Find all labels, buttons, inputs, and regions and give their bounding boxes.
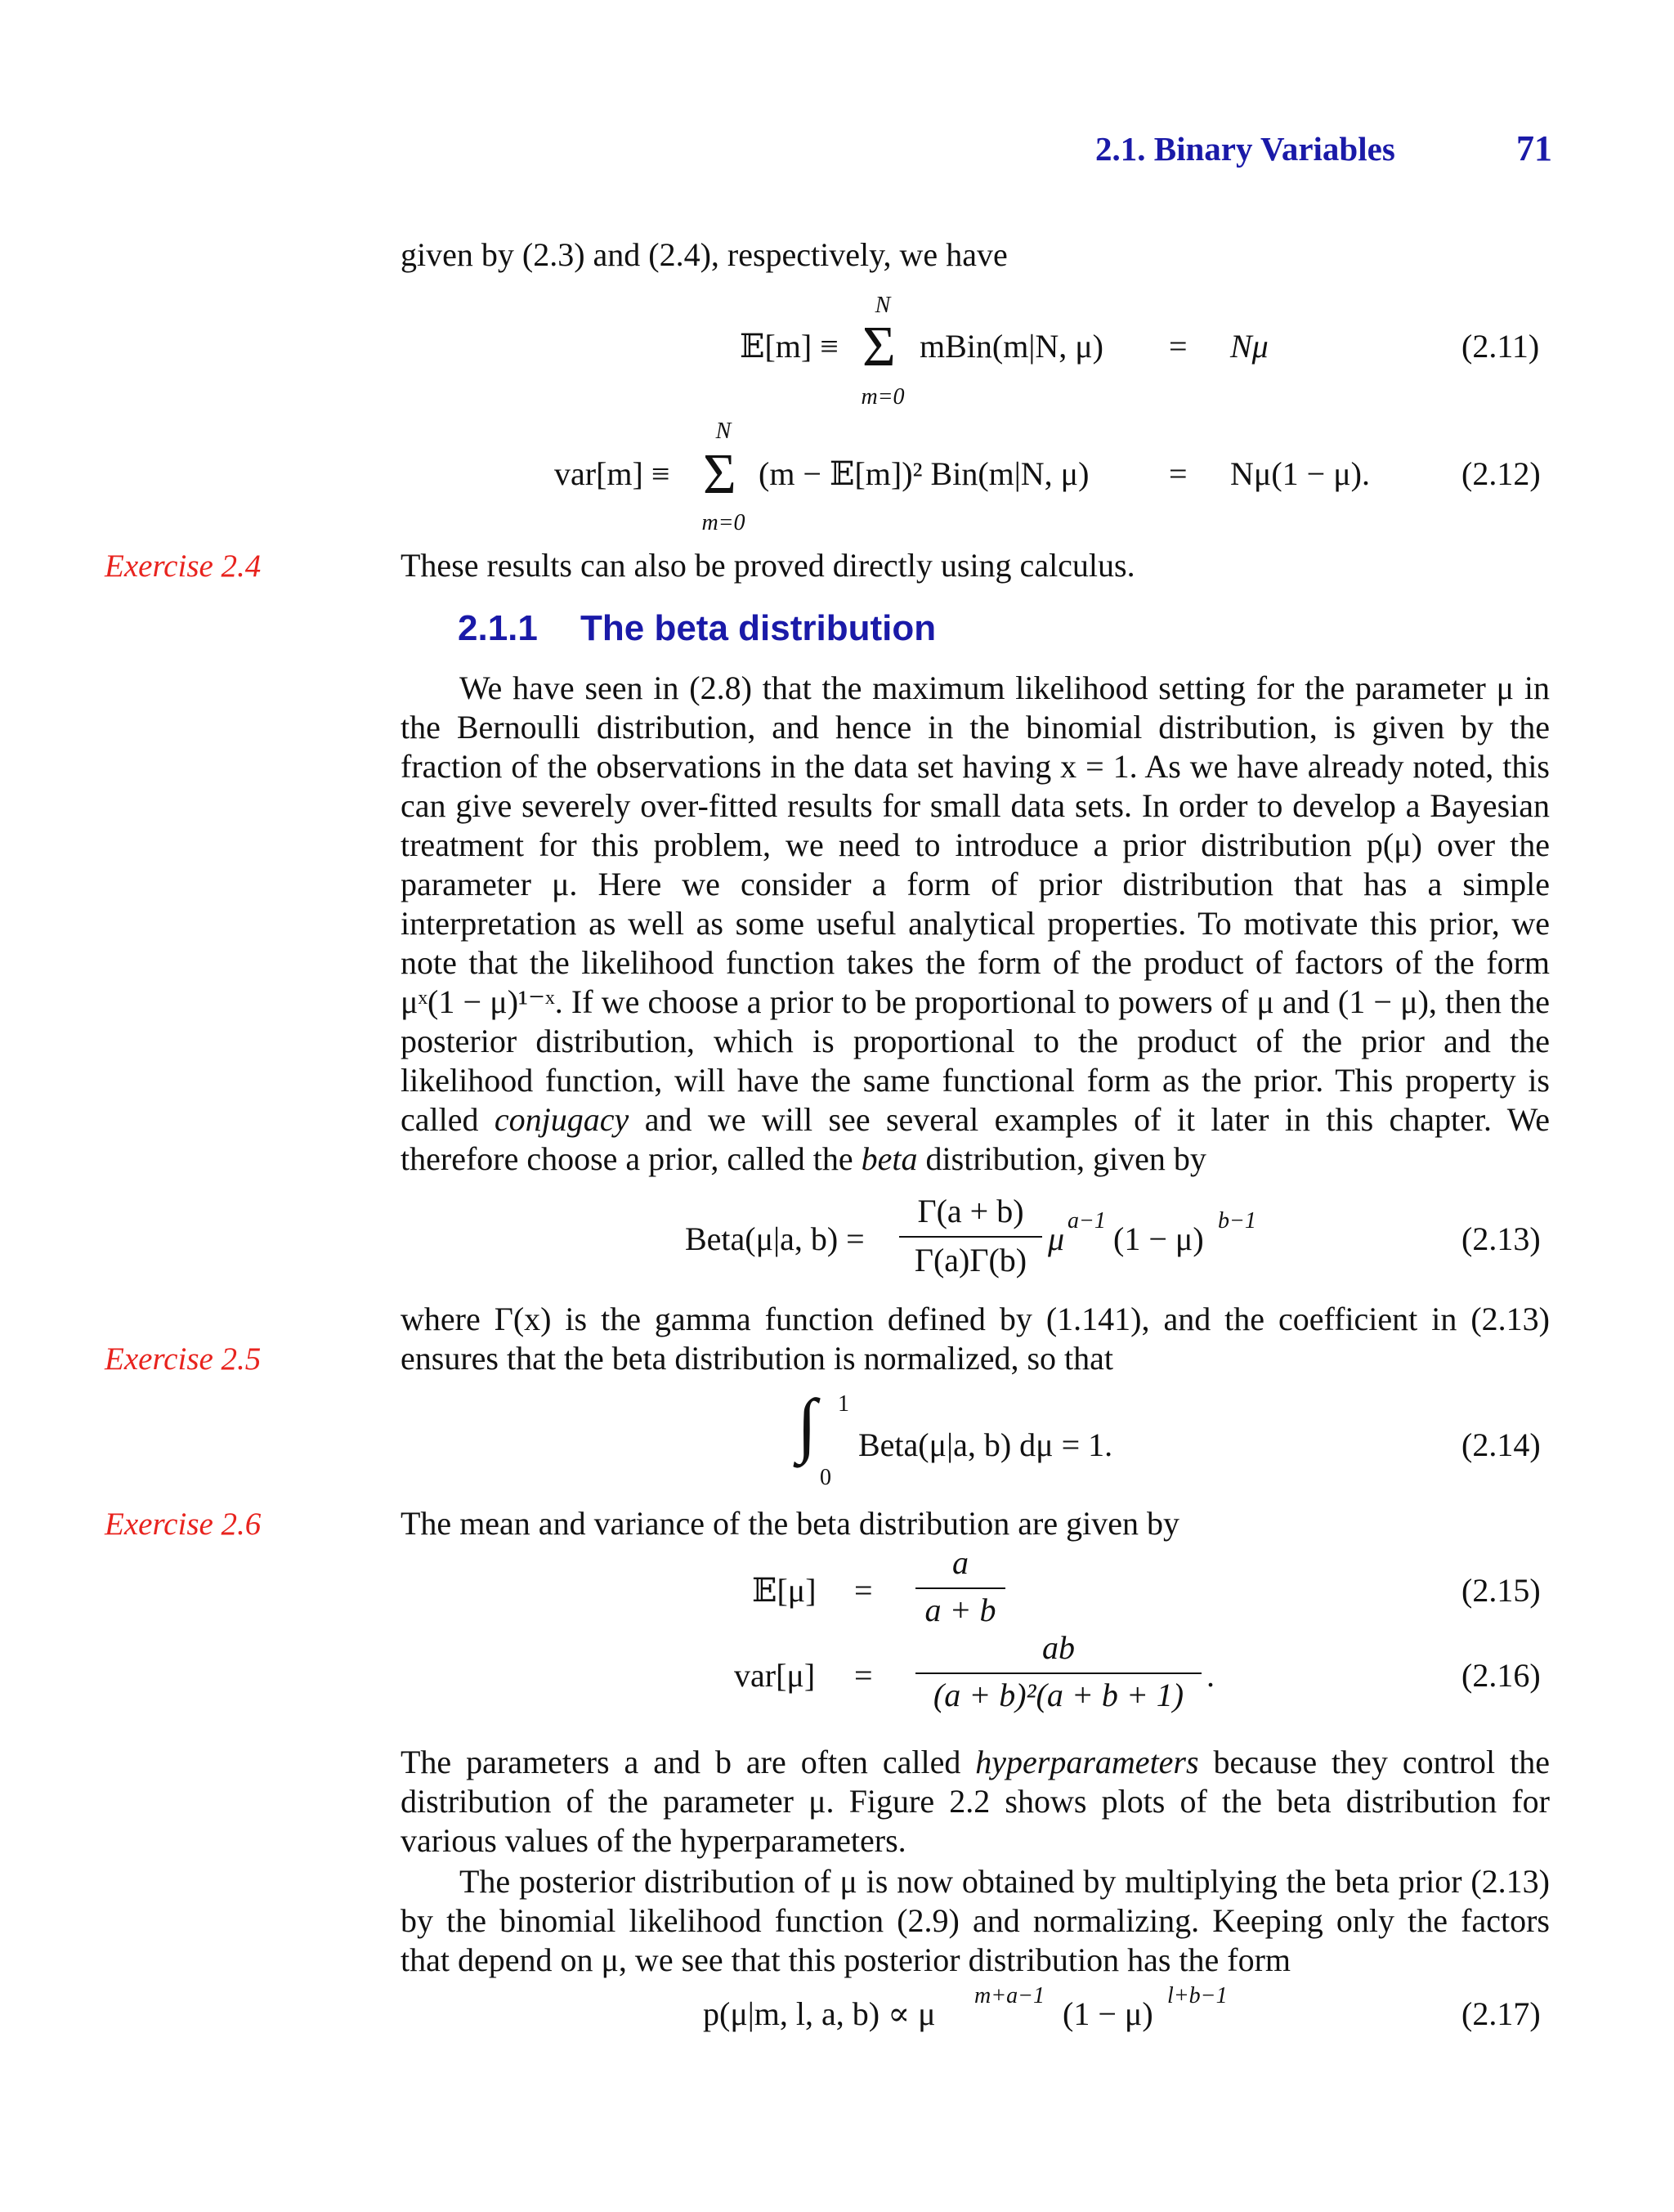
paragraph-beta-intro-text: We have seen in (2.8) that the maximum likelihood setting for the parameter μ in the Bernoulli distribution, and hence in the binomial distribution, is given by the fraction of the observations in the data set having x = 1. As we have already noted, this can give severely over-fitted results for small data sets. In order to develop a Bayesian treatment for this problem, we need to introduce a prior distribution p(μ) over the parameter μ. Here we consider a form of prior distribution that has a simple interpretation as well as some useful analytical properties. To motivate this prior, we note that the likelihood function takes the form of the product of factors of the form μˣ(1 − μ)¹⁻ˣ. If we choose a prior to be proportional to powers of μ and (1 − μ), then the posterior distribution, which is proportional to the product of the prior and the likelihood function, will have the same functional form as the prior. This property is called [401,669,1550,1138]
margin-note-exercise-2-6[interactable]: Exercise 2.6 [105,1507,262,1542]
subsection-title: The beta distribution [580,608,937,648]
eq-2-16-period: . [1206,1657,1215,1694]
eq-2-15-number: (2.15) [1461,1572,1541,1609]
eq-2-11-lhs: 𝔼[m] ≡ [740,328,839,365]
paragraph-posterior: The posterior distribution of μ is now obtained by multiplying the beta prior (2.13) by the binomial likelihood function (2.9) and normalizing. Keeping only the factors that depend on μ, we see that this posterior distribution has the form [401,1863,1550,1978]
eq-2-16-denominator: (a + b)²(a + b + 1) [933,1677,1184,1713]
eq-2-14-number: (2.14) [1461,1426,1541,1463]
eq-2-14-body: Beta(μ|a, b) dμ = 1. [858,1426,1113,1463]
running-header-section-title: 2.1. Binary Variables [1095,130,1395,168]
eq-2-16-numerator: ab [1042,1629,1075,1666]
eq-2-15-denominator: a + b [924,1592,996,1628]
eq-2-12-sum-upper: N [715,419,732,444]
paragraph-hyperparameters-text-a: The parameters a and b are often called [401,1744,961,1780]
eq-2-14-lower-limit: 0 [820,1465,831,1490]
eq-2-12-equals: = [1169,455,1188,492]
eq-2-15-equals: = [854,1572,873,1609]
margin-note-exercise-2-4[interactable]: Exercise 2.4 [105,549,262,584]
term-hyperparameters: hyperparameters [975,1744,1199,1780]
eq-2-13-number: (2.13) [1461,1220,1541,1257]
paragraph-mean-variance: The mean and variance of the beta distribution are given by [401,1505,1179,1542]
margin-note-exercise-2-5[interactable]: Exercise 2.5 [105,1341,262,1377]
paragraph-hyperparameters [401,1743,1550,1860]
eq-2-11-number: (2.11) [1461,328,1540,365]
eq-2-16-fraction-bar [915,1672,1202,1674]
intro-line: given by (2.3) and (2.4), respectively, we have [401,236,1008,273]
eq-2-11-sigma: Σ [862,316,896,378]
eq-2-16-lhs: var[μ] [734,1657,816,1694]
eq-2-12-body: (m − 𝔼[m])² Bin(m|N, μ) [759,455,1090,492]
eq-2-14-integral-sign: ∫ [797,1386,817,1465]
paragraph-hyperparameters-text-b: because they control the distribution of the parameter μ. Figure 2.2 shows plots of the beta distribution for various values of the hyperparameters. [401,1744,1550,1859]
term-beta: beta [861,1140,918,1177]
eq-2-14-upper-limit: 1 [838,1391,849,1417]
eq-2-12-sum-lower: m=0 [701,510,745,535]
page-number: 71 [1516,128,1552,168]
eq-2-17-number: (2.17) [1461,1995,1541,2032]
eq-2-13-one-minus-mu: (1 − μ) [1113,1220,1204,1257]
eq-2-13-mu: μ [1048,1220,1065,1257]
eq-2-13-exponent: b−1 [1218,1208,1256,1234]
eq-2-17-one-minus-mu: (1 − μ) [1063,1995,1153,2032]
eq-2-11-sum-upper: N [875,293,891,318]
calculus-line: These results can also be proved directly using calculus. [401,547,1135,584]
eq-2-17-exponent-1: m+a−1 [974,1983,1045,2008]
term-conjugacy: conjugacy [494,1101,629,1138]
eq-2-11-rhs: Nμ [1230,328,1269,365]
eq-2-13-denominator: Γ(a)Γ(b) [914,1242,1027,1278]
eq-2-17-body: p(μ|m, l, a, b) ∝ μ [703,1995,936,2032]
eq-2-16-number: (2.16) [1461,1657,1541,1694]
eq-2-17-exponent-2: l+b−1 [1167,1983,1228,2008]
eq-2-11-equals: = [1169,328,1188,365]
eq-2-16-equals: = [854,1657,873,1694]
eq-2-15-numerator: a [952,1544,969,1581]
subsection-number: 2.1.1 [458,608,538,648]
paragraph-gamma: where Γ(x) is the gamma function defined by (1.141), and the coefficient in (2.13) ensures that the beta distribution is normalized, so that [401,1301,1550,1377]
eq-2-13-lhs: Beta(μ|a, b) = [685,1220,865,1257]
eq-2-13-mu-exponent: a−1 [1068,1208,1106,1234]
paragraph-beta-intro-tail: and we will see several examples of it later in this chapter. We therefore choose a prior, called the [401,1101,1551,1177]
eq-2-12-number: (2.12) [1461,455,1541,492]
paragraph-beta-intro [401,669,1550,1179]
eq-2-12-sigma: Σ [703,443,736,506]
eq-2-12-rhs: Nμ(1 − μ). [1230,455,1370,492]
eq-2-15-fraction-bar [915,1587,1005,1589]
eq-2-11-body: mBin(m|N, μ) [920,328,1103,365]
eq-2-11-sum-lower: m=0 [861,384,905,410]
eq-2-13-fraction-bar [899,1236,1042,1238]
eq-2-12-lhs: var[m] ≡ [554,455,670,492]
eq-2-15-lhs: 𝔼[μ] [752,1572,817,1609]
paragraph-beta-intro-tail2: distribution, given by [925,1140,1206,1177]
eq-2-13-numerator: Γ(a + b) [917,1193,1024,1229]
